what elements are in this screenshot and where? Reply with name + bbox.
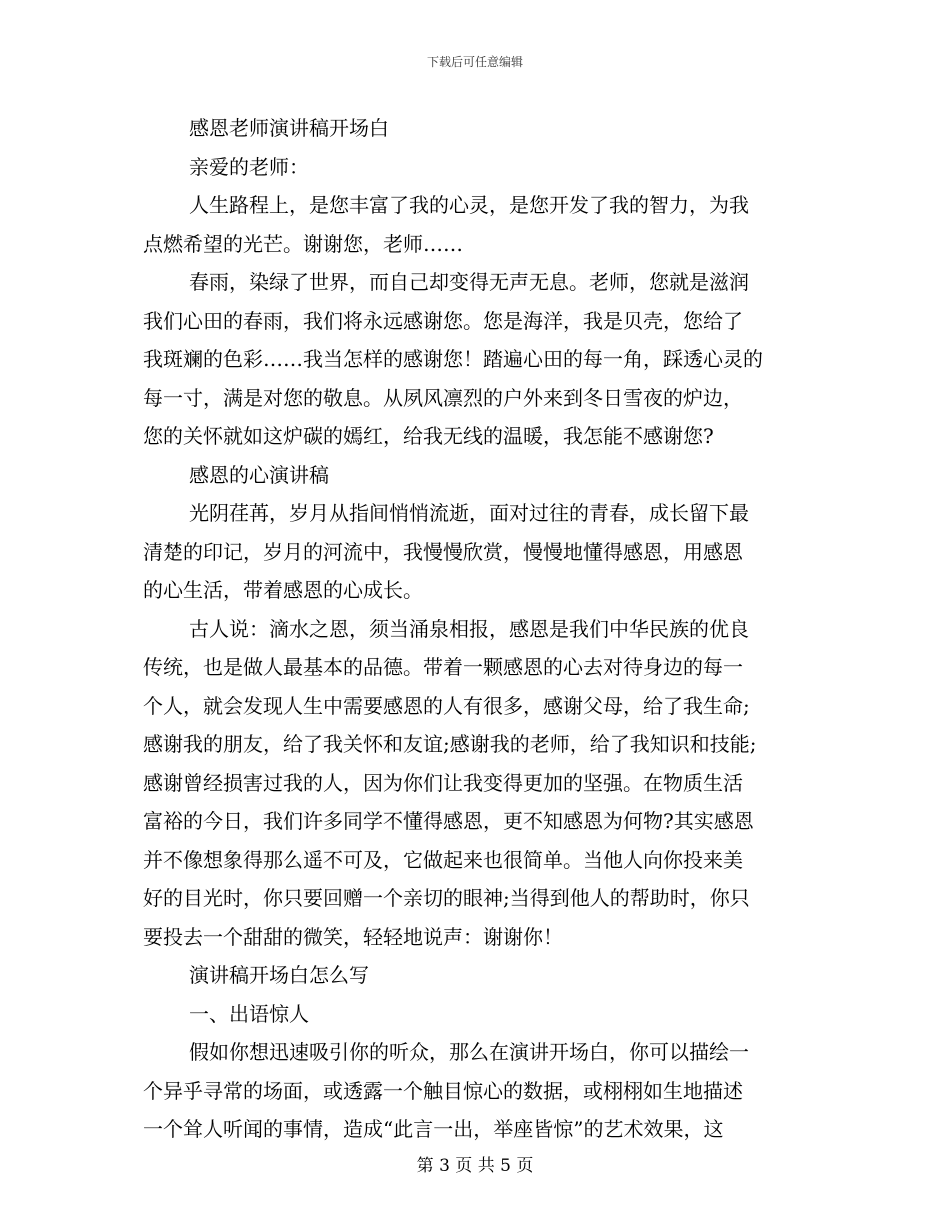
- subsection-heading: 一、出语惊人: [189, 1001, 309, 1026]
- paragraph-line: 清楚的印记，岁月的河流中，我慢慢欣赏，慢慢地懂得感恩，用感恩: [143, 539, 743, 564]
- paragraph-line: 个异乎寻常的场面，或透露一个触目惊心的数据，或栩栩如生地描述: [143, 1078, 743, 1103]
- paragraph-line: 古人说：滴水之恩，须当涌泉相报，感恩是我们中华民族的优良: [189, 616, 749, 641]
- paragraph-line: 我们心田的春雨，我们将永远感谢您。您是海洋，我是贝壳，您给了: [143, 308, 743, 333]
- paragraph-line: 我斑斓的色彩……我当怎样的感谢您！踏遍心田的每一角，踩透心灵的: [143, 347, 763, 371]
- paragraph-line: 感谢我的朋友，给了我关怀和友谊;感谢我的老师，给了我知识和技能;: [143, 732, 757, 756]
- paragraph-line: 您的关怀就如这炉碳的嫣红，给我无线的温暖，我怎能不感谢您?: [143, 424, 714, 448]
- paragraph-line: 的心生活，带着感恩的心成长。: [143, 578, 423, 602]
- paragraph-line: 要投去一个甜甜的微笑，轻轻地说声：谢谢你！: [143, 924, 563, 949]
- speech-title: 感恩老师演讲稿开场白: [189, 116, 389, 140]
- section-heading: 感恩的心演讲稿: [189, 462, 329, 487]
- paragraph-line: 假如你想迅速吸引你的听众，那么在演讲开场白，你可以描绘一: [189, 1040, 749, 1064]
- paragraph-line: 点燃希望的光芒。谢谢您，老师……: [143, 231, 463, 256]
- paragraph-line: 并不像想象得那么遥不可及，它做起来也很简单。当他人向你投来美: [143, 847, 743, 872]
- paragraph-line: 春雨，染绿了世界，而自己却变得无声无息。老师，您就是滋润: [189, 270, 749, 294]
- paragraph-line: 个人，就会发现人生中需要感恩的人有很多，感谢父母，给了我生命;: [143, 693, 750, 718]
- paragraph-line: 光阴荏苒，岁月从指间悄悄流逝，面对过往的青春，成长留下最: [189, 501, 749, 525]
- salutation: 亲爱的老师：: [189, 154, 309, 179]
- page-header: 下载后可任意编辑: [426, 55, 523, 69]
- paragraph-line: 感谢曾经损害过我的人，因为你们让我变得更加的坚强。在物质生活: [143, 770, 743, 795]
- section-heading: 演讲稿开场白怎么写: [189, 963, 369, 987]
- paragraph-line: 传统，也是做人最基本的品德。带着一颗感恩的心去对待身边的每一: [143, 655, 743, 679]
- paragraph-line: 一个耸人听闻的事情，造成“此言一出，举座皆惊”的艺术效果，这: [143, 1117, 724, 1141]
- paragraph-line: 人生路程上，是您丰富了我的心灵，是您开发了我的智力，为我: [189, 193, 749, 217]
- page-number-footer: 第 3 页 共 5 页: [416, 1156, 534, 1176]
- paragraph-line: 好的目光时，你只要回赠一个亲切的眼神;当得到他人的帮助时，你只: [143, 886, 750, 910]
- paragraph-line: 每一寸，满是对您的敬息。从夙风凛烈的户外来到冬日雪夜的炉边，: [143, 385, 743, 410]
- paragraph-line: 富裕的今日，我们许多同学不懂得感恩，更不知感恩为何物?其实感恩: [143, 809, 754, 833]
